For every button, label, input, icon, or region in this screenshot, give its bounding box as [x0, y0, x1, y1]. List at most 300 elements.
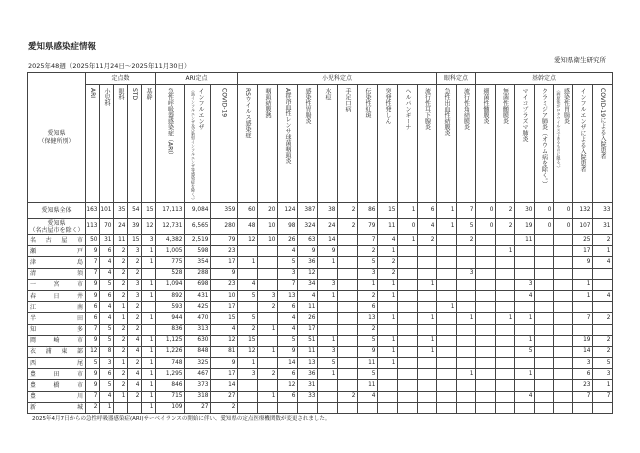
value-cell: 86 — [358, 203, 378, 219]
value-cell — [258, 358, 278, 369]
value-cell — [457, 302, 476, 313]
value-cell — [258, 402, 278, 413]
value-cell — [238, 302, 258, 313]
value-cell: 4 — [100, 268, 114, 279]
value-cell: 36 — [298, 369, 318, 380]
value-cell: 11 — [114, 235, 128, 246]
column-header-box — [114, 85, 127, 100]
organization-name: 愛知県衛生研究所 — [554, 56, 606, 64]
region-name — [28, 235, 86, 246]
value-cell: 5 — [238, 313, 258, 324]
region-name-text: 江南 — [30, 303, 83, 311]
column-header — [211, 85, 238, 203]
value-cell: 7 — [593, 391, 613, 402]
value-cell: 3 — [238, 369, 258, 380]
value-cell — [418, 246, 437, 257]
value-cell: 2 — [114, 346, 128, 357]
group-header: 定点数 — [86, 73, 156, 85]
value-cell: 848 — [185, 346, 211, 357]
value-cell: 4 — [593, 290, 613, 301]
value-cell: 2 — [418, 235, 437, 246]
value-cell: 1 — [378, 346, 398, 357]
value-cell — [554, 380, 573, 391]
value-cell — [418, 391, 437, 402]
value-cell: 9 — [298, 246, 318, 257]
value-cell — [418, 257, 437, 268]
value-cell: 3 — [457, 268, 476, 279]
region-header — [28, 73, 86, 203]
value-cell: 3 — [258, 290, 278, 301]
value-cell: 354 — [185, 257, 211, 268]
value-cell — [476, 290, 496, 301]
table-row — [28, 235, 613, 246]
column-header-box — [318, 85, 337, 100]
value-cell: 1 — [457, 369, 476, 380]
value-cell: 79 — [211, 235, 238, 246]
value-cell — [437, 246, 457, 257]
column-header — [156, 85, 185, 203]
column-header-label: 基幹 — [145, 88, 152, 100]
value-cell — [573, 324, 593, 335]
value-cell: 1 — [593, 246, 613, 257]
column-header-label: STD — [131, 88, 138, 101]
value-cell: 35 — [114, 203, 128, 219]
value-cell: 2 — [128, 324, 142, 335]
value-cell: 2 — [114, 380, 128, 391]
value-cell: 9 — [278, 346, 298, 357]
value-cell: 4 — [211, 324, 238, 335]
column-header-box — [398, 85, 417, 130]
column-header-box — [298, 85, 317, 124]
value-cell: 1 — [142, 380, 156, 391]
value-cell: 12,731 — [156, 219, 185, 235]
value-cell — [437, 290, 457, 301]
value-cell — [238, 402, 258, 413]
value-cell: 48 — [238, 219, 258, 235]
value-cell — [437, 402, 457, 413]
value-cell: 132 — [573, 203, 593, 219]
value-cell — [535, 369, 554, 380]
value-cell — [476, 302, 496, 313]
value-cell — [338, 324, 358, 335]
value-cell — [338, 346, 358, 357]
region-name — [28, 257, 86, 268]
value-cell — [535, 257, 554, 268]
column-header — [535, 85, 554, 203]
value-cell: 11 — [358, 380, 378, 391]
table-row — [28, 219, 613, 235]
value-cell: 15 — [211, 313, 238, 324]
value-cell: 60 — [238, 203, 258, 219]
value-cell: 3 — [318, 346, 338, 357]
value-cell — [278, 402, 298, 413]
value-cell: 280 — [211, 219, 238, 235]
region-name — [28, 203, 86, 219]
region-name — [28, 302, 86, 313]
column-header — [298, 85, 318, 203]
value-cell: 26 — [298, 313, 318, 324]
column-header — [593, 85, 613, 203]
value-cell — [318, 302, 338, 313]
value-cell: 1 — [496, 246, 515, 257]
value-cell: 2 — [358, 324, 378, 335]
value-cell — [142, 324, 156, 335]
value-cell: 6 — [418, 203, 437, 219]
value-cell: 63 — [298, 235, 318, 246]
value-cell: 13 — [298, 358, 318, 369]
value-cell: 9,084 — [185, 203, 211, 219]
value-cell: 324 — [298, 219, 318, 235]
value-cell: 1 — [515, 369, 535, 380]
value-cell: 2 — [358, 290, 378, 301]
column-header-box — [515, 85, 534, 142]
value-cell: 6 — [358, 302, 378, 313]
value-cell — [535, 335, 554, 346]
value-cell — [554, 391, 573, 402]
value-cell: 27 — [211, 391, 238, 402]
value-cell — [535, 235, 554, 246]
value-cell: 2 — [593, 235, 613, 246]
value-cell: 6,565 — [185, 219, 211, 235]
value-cell — [515, 358, 535, 369]
value-cell: 1 — [142, 246, 156, 257]
value-cell: 51 — [298, 335, 318, 346]
value-cell: 9 — [86, 290, 100, 301]
column-header-note: （鳥インフルエンザ及び新型インフルエンザ等感染症を除く。） — [191, 88, 196, 202]
group-header: 小児科定点 — [238, 73, 437, 85]
value-cell: 892 — [156, 290, 185, 301]
value-cell: 2 — [128, 257, 142, 268]
infection-table — [27, 72, 613, 414]
value-cell: 7 — [86, 324, 100, 335]
value-cell — [515, 268, 535, 279]
value-cell — [378, 302, 398, 313]
value-cell: 7 — [86, 257, 100, 268]
value-cell: 2 — [128, 302, 142, 313]
value-cell: 2 — [211, 402, 238, 413]
value-cell: 4 — [278, 246, 298, 257]
value-cell: 1 — [318, 257, 338, 268]
value-cell — [398, 290, 418, 301]
value-cell: 5 — [100, 335, 114, 346]
value-cell — [338, 335, 358, 346]
column-header-label: 伝染性紅斑 — [364, 88, 371, 118]
table-row — [28, 246, 613, 257]
value-cell — [398, 358, 418, 369]
column-header — [378, 85, 398, 203]
column-header-box — [238, 85, 257, 138]
value-cell — [398, 335, 418, 346]
value-cell: 748 — [156, 358, 185, 369]
table-row — [28, 257, 613, 268]
value-cell — [338, 302, 358, 313]
value-cell: 13 — [278, 290, 298, 301]
value-cell: 944 — [156, 313, 185, 324]
value-cell — [496, 235, 515, 246]
value-cell: 1 — [238, 358, 258, 369]
value-cell: 373 — [185, 380, 211, 391]
value-cell: 2 — [114, 279, 128, 290]
value-cell — [535, 324, 554, 335]
value-cell — [554, 313, 573, 324]
value-cell: 1,125 — [156, 335, 185, 346]
value-cell — [378, 402, 398, 413]
value-cell — [398, 257, 418, 268]
column-header — [476, 85, 496, 203]
value-cell: 25 — [573, 235, 593, 246]
value-cell: 1 — [515, 335, 535, 346]
value-cell: 1 — [142, 313, 156, 324]
region-name-text: 豊川 — [30, 393, 83, 401]
value-cell — [418, 358, 437, 369]
value-cell: 5 — [358, 257, 378, 268]
value-cell: 10 — [211, 290, 238, 301]
value-cell — [496, 346, 515, 357]
value-cell: 2 — [114, 246, 128, 257]
region-name-text: 春日井 — [30, 292, 83, 300]
value-cell: 11 — [358, 358, 378, 369]
value-cell — [554, 235, 573, 246]
value-cell: 24 — [318, 219, 338, 235]
value-cell — [476, 279, 496, 290]
value-cell: 5 — [515, 346, 535, 357]
value-cell: 1 — [378, 335, 398, 346]
value-cell — [338, 358, 358, 369]
value-cell: 1 — [496, 313, 515, 324]
column-header-box — [554, 85, 572, 170]
table-row — [28, 346, 613, 357]
value-cell: 7 — [457, 203, 476, 219]
value-cell: 1 — [418, 313, 437, 324]
value-cell — [457, 335, 476, 346]
value-cell: 6 — [100, 369, 114, 380]
region-name-text: 豊田市 — [30, 370, 83, 378]
value-cell — [338, 235, 358, 246]
value-cell: 1 — [358, 279, 378, 290]
value-cell — [593, 402, 613, 413]
region-header-line2: （保健所別） — [38, 137, 75, 145]
value-cell — [318, 391, 338, 402]
value-cell: 12 — [211, 335, 238, 346]
value-cell: 325 — [185, 358, 211, 369]
value-cell: 9 — [211, 268, 238, 279]
value-cell — [476, 324, 496, 335]
value-cell: 1 — [100, 402, 114, 413]
value-cell — [437, 335, 457, 346]
column-header — [114, 85, 128, 203]
value-cell — [573, 268, 593, 279]
column-header — [398, 85, 418, 203]
column-header-label: COVID-19による入院患者 — [599, 88, 606, 160]
value-cell: 1,295 — [156, 369, 185, 380]
value-cell: 12 — [278, 380, 298, 391]
value-cell: 2 — [378, 268, 398, 279]
value-cell: 1 — [318, 335, 338, 346]
value-cell: 2 — [258, 369, 278, 380]
value-cell: 2 — [128, 268, 142, 279]
value-cell — [298, 402, 318, 413]
column-header — [554, 85, 573, 203]
value-cell — [476, 391, 496, 402]
table-row — [28, 335, 613, 346]
value-cell — [398, 324, 418, 335]
value-cell: 425 — [185, 302, 211, 313]
value-cell — [338, 279, 358, 290]
value-cell: 1 — [238, 257, 258, 268]
value-cell: 15 — [238, 335, 258, 346]
table-row — [28, 268, 613, 279]
value-cell: 0 — [535, 203, 554, 219]
value-cell — [496, 257, 515, 268]
table-row — [28, 391, 613, 402]
table-row — [28, 380, 613, 391]
region-name — [28, 391, 86, 402]
value-cell: 313 — [185, 324, 211, 335]
value-cell: 4 — [593, 257, 613, 268]
value-cell: 27 — [185, 402, 211, 413]
value-cell — [535, 290, 554, 301]
value-cell: 4 — [358, 391, 378, 402]
value-cell: 33 — [593, 203, 613, 219]
column-header-box — [142, 85, 155, 100]
value-cell: 11 — [298, 346, 318, 357]
column-header — [100, 85, 114, 203]
value-cell: 8 — [100, 346, 114, 357]
column-header-label: インフルエンザによる入院患者 — [579, 88, 586, 172]
value-cell: 2 — [114, 324, 128, 335]
value-cell: 1 — [258, 346, 278, 357]
value-cell — [418, 324, 437, 335]
value-cell: 9 — [86, 335, 100, 346]
value-cell: 698 — [185, 279, 211, 290]
column-header — [142, 85, 156, 203]
value-cell — [437, 346, 457, 357]
value-cell — [554, 346, 573, 357]
value-cell — [496, 290, 515, 301]
value-cell: 1 — [114, 302, 128, 313]
value-cell — [238, 268, 258, 279]
value-cell: 3 — [515, 279, 535, 290]
value-cell — [457, 257, 476, 268]
value-cell: 2 — [457, 235, 476, 246]
column-header-box — [378, 85, 397, 124]
value-cell: 2 — [114, 257, 128, 268]
column-header-label: クラミジア肺炎（オウム病を除く。） — [540, 88, 548, 187]
value-cell — [476, 313, 496, 324]
region-name-text: 豊橋市 — [30, 382, 83, 390]
value-cell: 630 — [185, 335, 211, 346]
value-cell: 1 — [378, 290, 398, 301]
region-name — [28, 313, 86, 324]
value-cell: 593 — [156, 302, 185, 313]
value-cell: 1 — [114, 313, 128, 324]
value-cell: 17 — [298, 324, 318, 335]
table-row — [28, 313, 613, 324]
column-header-label: 小児科 — [103, 88, 110, 106]
value-cell — [476, 358, 496, 369]
region-name — [28, 346, 86, 357]
value-cell: 1 — [418, 279, 437, 290]
value-cell — [437, 324, 457, 335]
column-header-box — [156, 85, 184, 158]
value-cell: 17,113 — [156, 203, 185, 219]
value-cell — [496, 369, 515, 380]
value-cell: 1 — [398, 203, 418, 219]
column-header-box — [338, 85, 357, 112]
value-cell: 79 — [358, 219, 378, 235]
value-cell: 836 — [156, 324, 185, 335]
table-row — [28, 279, 613, 290]
value-cell: 31 — [593, 219, 613, 235]
value-cell: 4 — [278, 324, 298, 335]
column-header — [515, 85, 535, 203]
value-cell: 13 — [358, 313, 378, 324]
value-cell: 4 — [298, 290, 318, 301]
value-cell: 7 — [86, 268, 100, 279]
value-cell — [535, 358, 554, 369]
value-cell: 1 — [142, 335, 156, 346]
value-cell — [258, 335, 278, 346]
column-header-box — [86, 85, 99, 98]
value-cell: 11 — [515, 235, 535, 246]
value-cell — [398, 369, 418, 380]
value-cell: 3 — [593, 369, 613, 380]
value-cell: 10 — [258, 219, 278, 235]
column-header — [258, 85, 278, 203]
value-cell — [378, 369, 398, 380]
region-header-line1: 愛知県 — [47, 129, 66, 137]
column-header-label: 感染性胃腸炎 — [304, 88, 311, 124]
value-cell: 2 — [358, 246, 378, 257]
value-cell: 11 — [298, 302, 318, 313]
value-cell: 1 — [378, 358, 398, 369]
column-header-box — [573, 85, 592, 172]
value-cell — [457, 290, 476, 301]
value-cell: 288 — [185, 268, 211, 279]
value-cell — [496, 380, 515, 391]
column-header-box — [457, 85, 475, 130]
value-cell — [476, 369, 496, 380]
value-cell: 20 — [258, 203, 278, 219]
column-header-label: 感染性胃腸炎 — [562, 88, 570, 124]
region-name-text: 名古屋市 — [30, 236, 83, 244]
column-header-box — [258, 85, 277, 118]
value-cell: 1 — [142, 369, 156, 380]
value-cell: 5 — [238, 290, 258, 301]
value-cell: 4 — [418, 219, 437, 235]
column-header — [318, 85, 338, 203]
value-cell — [437, 380, 457, 391]
column-header-label: インフルエンザ — [197, 88, 204, 130]
value-cell: 4 — [238, 279, 258, 290]
column-header-box — [437, 85, 456, 136]
value-cell — [398, 402, 418, 413]
column-header-label: 無菌性髄膜炎 — [501, 88, 509, 124]
value-cell: 6 — [573, 369, 593, 380]
value-cell: 1 — [378, 279, 398, 290]
value-cell — [338, 402, 358, 413]
region-name-text: 新城 — [30, 404, 83, 412]
value-cell: 2 — [238, 324, 258, 335]
value-cell: 528 — [156, 268, 185, 279]
value-cell: 3 — [128, 290, 142, 301]
value-cell: 1 — [378, 313, 398, 324]
value-cell: 2 — [338, 219, 358, 235]
value-cell: 5 — [457, 219, 476, 235]
region-name — [28, 358, 86, 369]
value-cell: 81 — [211, 346, 238, 357]
value-cell: 467 — [185, 369, 211, 380]
